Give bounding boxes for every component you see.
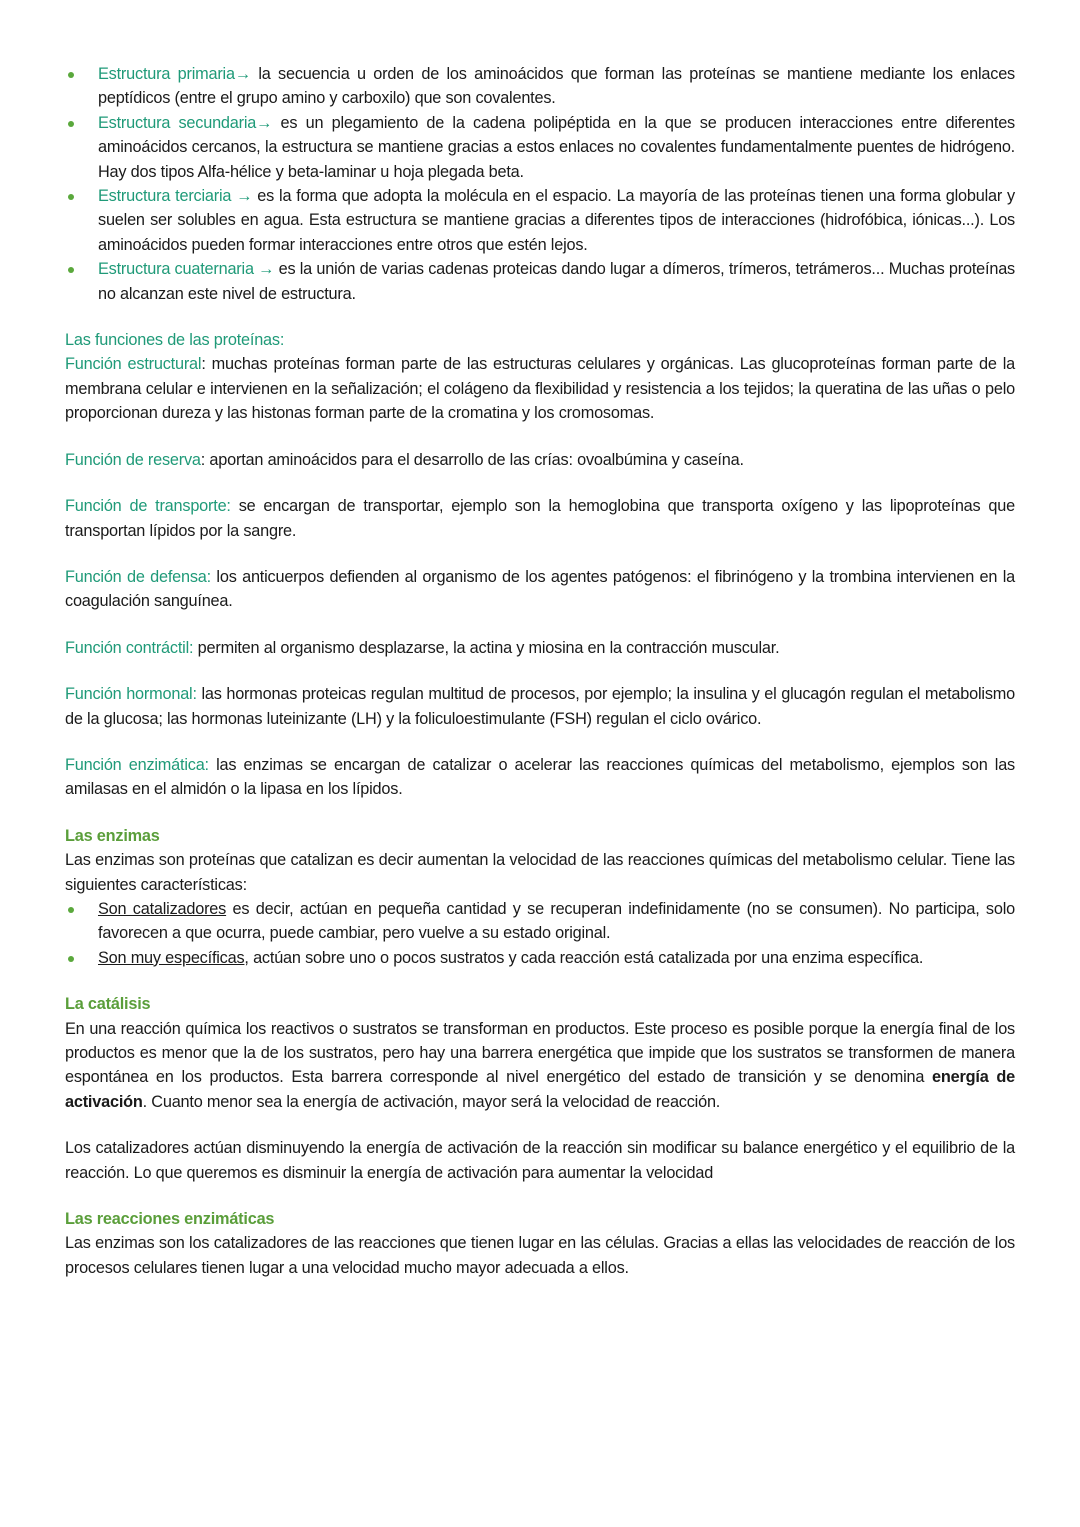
text-run: es un plegamiento de la cadena polipéptida en la que se producen interacciones entre diferentes aminoácidos cercanos, la estructura se mantiene gracias a estos enlaces no covalentes fundamentalmente puentes de hidrógeno. Hay dos tipos Alfa-hélice y beta-laminar u hoja plegada beta. (98, 113, 1016, 181)
spacer (65, 731, 1015, 753)
paragraph (65, 1207, 1015, 1231)
term-label: Estructura cuaternaria → (98, 260, 275, 279)
underlined-term: Son catalizadores (98, 899, 227, 918)
paragraph (65, 682, 1015, 731)
paragraph (65, 448, 1015, 472)
spacer (65, 802, 1015, 824)
text-run: es decir, actúan en pequeña cantidad y se recuperan indefinidamente (no se consumen). No participa, solo favorecen a que ocurra, puede cambiar, pero vuelve a su estado original. (98, 899, 1015, 943)
term-label: Estructura primaria→ (98, 65, 251, 83)
section-heading: Las enzimas (65, 826, 160, 845)
list-item (65, 184, 1015, 257)
term-label: Las funciones de las proteínas: (65, 331, 285, 350)
list-item (65, 897, 1015, 946)
term-label: Estructura terciaria → (98, 187, 253, 206)
document-page (65, 62, 1015, 1280)
list-item (65, 111, 1015, 184)
spacer (65, 970, 1015, 992)
text-run: permiten al organismo desplazarse, la actina y miosina en la contracción muscular. (193, 638, 780, 657)
paragraph (65, 636, 1015, 660)
term-label: Función de defensa: (65, 567, 211, 586)
paragraph (65, 992, 1015, 1016)
term-label: Función hormonal: (65, 685, 197, 704)
paragraph (65, 494, 1015, 543)
text-run: las hormonas proteicas regulan multitud de procesos, por ejemplo; la insulina y el glucagón regulan el metabolismo de la glucosa; las hormonas luteinizante (LH) y la foliculoestimulante (FSH) regulan el ciclo ovárico. (65, 685, 1015, 728)
paragraph (65, 328, 1015, 352)
spacer (65, 543, 1015, 565)
bullet-list (65, 62, 1015, 306)
text-run: es la forma que adopta la molécula en el espacio. La mayoría de las proteínas tienen una forma globular y suelen ser solubles en agua. Esta estructura se mantiene gracias a diferentes tipos de interacciones (hidrofóbica, iónicas...). Los aminoácidos pueden formar interacciones entre otros que estén lejos. (98, 187, 1015, 254)
spacer (65, 426, 1015, 448)
term-label: Función de reserva (65, 450, 201, 469)
paragraph (65, 824, 1015, 848)
text-run: En una reacción química los reactivos o sustratos se transforman en productos. Este proceso es posible porque la energía final de los productos es menor que la de los sustratos, pero hay una barrera energética que impide que los sustratos se transformen de manera espontánea en los productos. Esta barrera corresponde al nivel energético del estado de transición y se denomina (65, 1019, 1015, 1087)
bold-term: energía de activación (65, 1068, 1015, 1111)
underlined-term: Son muy específicas (98, 948, 245, 967)
term-label: Función estructural (65, 355, 202, 374)
spacer (65, 614, 1015, 636)
spacer (65, 1185, 1015, 1207)
text-run: es la unión de varias cadenas proteicas dando lugar a dímeros, trímeros, tetrámeros... Muchas proteínas no alcanzan este nivel de estructura. (98, 260, 1015, 303)
spacer (65, 660, 1015, 682)
paragraph (65, 848, 1015, 897)
text-run: , actúan sobre uno o pocos sustratos y cada reacción está catalizada por una enzima específica. (244, 948, 924, 967)
term-label: Estructura secundaria→ (98, 113, 273, 132)
text-run: las enzimas se encargan de catalizar o acelerar las reacciones químicas del metabolismo, ejemplos son las amilasas en el almidón o la lipasa en los lípidos. (65, 755, 1015, 799)
term-label: Función de transporte: (65, 497, 231, 516)
text-run: los anticuerpos defienden al organismo de los agentes patógenos: el fibrinógeno y la trombina intervienen en la coagulación sanguínea. (65, 567, 1015, 611)
spacer (65, 306, 1015, 328)
bullet-list (65, 897, 1015, 970)
text-run: : aportan aminoácidos para el desarrollo de las crías: ovoalbúmina y caseína. (200, 450, 744, 469)
text-run: Las enzimas son los catalizadores de las reacciones que tienen lugar en las células. Gracias a ellas las velocidades de reacción de los procesos celulares tienen lugar a una velocidad mucho mayor adecuada a ellos. (65, 1234, 1015, 1277)
spacer (65, 1114, 1015, 1136)
term-label: Función enzimática: (65, 755, 209, 774)
spacer (65, 472, 1015, 494)
section-heading: La catálisis (65, 995, 151, 1014)
paragraph (65, 1017, 1015, 1115)
section-heading: Las reacciones enzimáticas (65, 1210, 275, 1229)
list-item (65, 257, 1015, 306)
text-run: Los catalizadores actúan disminuyendo la energía de activación de la reacción sin modificar su balance energético y el equilibrio de la reacción. Lo que queremos es disminuir la energía de activación para aumentar la velocidad (65, 1139, 1015, 1182)
list-item (65, 62, 1015, 111)
paragraph (65, 352, 1015, 425)
text-run: se encargan de transportar, ejemplo son la hemoglobina que transporta oxígeno y las lipoproteínas que transportan lípidos por la sangre. (65, 497, 1015, 540)
text-run: . Cuanto menor sea la energía de activación, mayor será la velocidad de reacción. (142, 1092, 721, 1111)
term-label: Función contráctil: (65, 638, 194, 657)
text-run: la secuencia u orden de los aminoácidos que forman las proteínas se mantiene mediante los enlaces peptídicos (entre el grupo amino y carboxilo) que son covalentes. (98, 65, 1015, 108)
paragraph (65, 1231, 1015, 1280)
list-item (65, 946, 1015, 970)
text-run: Las enzimas son proteínas que catalizan es decir aumentan la velocidad de las reacciones químicas del metabolismo celular. Tiene las siguientes características: (65, 851, 1015, 894)
paragraph (65, 565, 1015, 614)
text-run: : muchas proteínas forman parte de las estructuras celulares y orgánicas. Las glucoproteínas forman parte de la membrana celular e intervienen en la señalización; el colágeno da flexibilidad y resistencia a los tejidos; la queratina de las uñas o pelo proporcionan dureza y las histonas forman parte de la cromatina y los cromosomas. (65, 355, 1016, 423)
paragraph (65, 1136, 1015, 1185)
paragraph (65, 753, 1015, 802)
